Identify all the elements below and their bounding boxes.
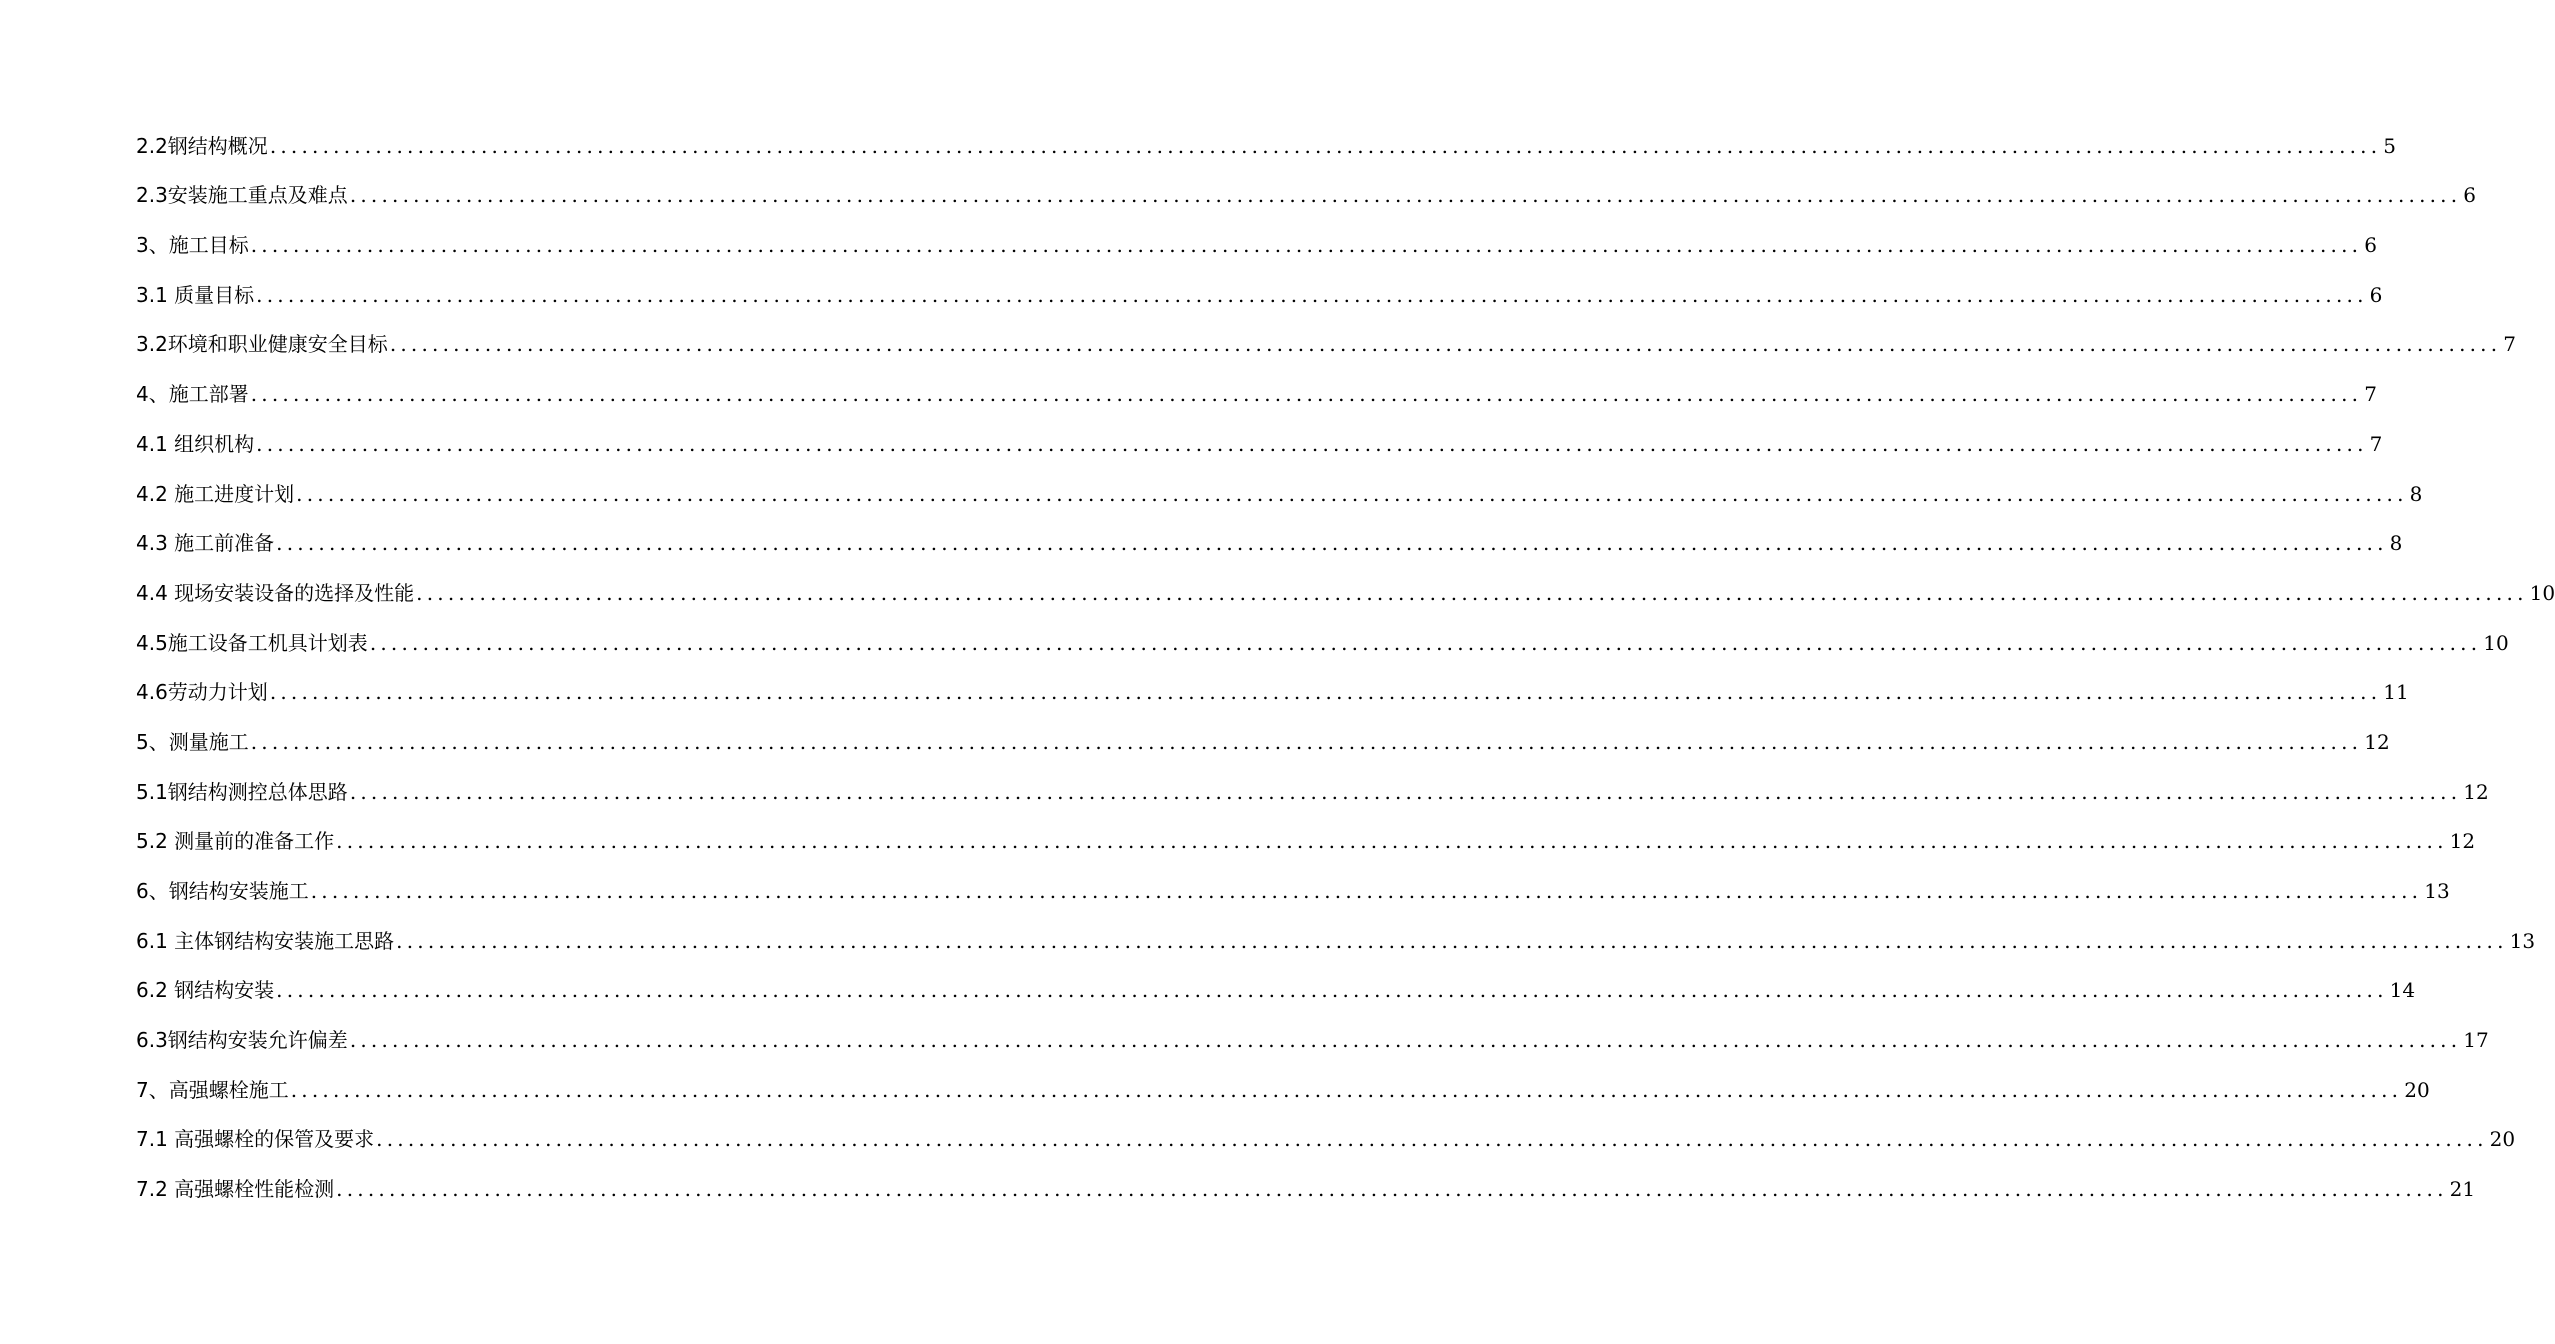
toc-leader-dots: ........................................................................................................................................................................................................ <box>250 382 2363 407</box>
toc-entry[interactable] <box>136 762 2489 812</box>
toc-entry-page: 12 <box>2449 829 2476 854</box>
toc-leader-dots: ........................................................................................................................................................................................................ <box>290 1077 2403 1102</box>
toc-leader-dots: ........................................................................................................................................................................................................ <box>396 928 2508 953</box>
toc-leader-dots: ........................................................................................................................................................................................................ <box>310 879 2423 903</box>
toc-entry-page: 8 <box>2389 531 2403 556</box>
toc-entry-title: 4.3 施工前准备 <box>136 531 275 556</box>
toc-leader-dots: ........................................................................................................................................................................................................ <box>256 431 2368 456</box>
toc-entry[interactable] <box>136 812 2476 862</box>
toc-entry[interactable] <box>136 1060 2430 1110</box>
toc-leader-dots: ........................................................................................................................................................................................................ <box>256 282 2368 307</box>
toc-entry-title: 7.1 高强螺栓的保管及要求 <box>136 1127 375 1152</box>
toc-entry-title: 4.6劳动力计划 <box>136 680 268 705</box>
toc-entry-title: 4、施工部署 <box>136 382 249 407</box>
toc-entry-page: 10 <box>2529 580 2555 605</box>
toc-leader-dots: ........................................................................................................................................................................................................ <box>250 233 2363 258</box>
toc-entry-title: 5、测量施工 <box>136 729 249 754</box>
toc-entry-page: 7 <box>2503 332 2517 357</box>
toc-entry-title: 4.4 现场安装设备的选择及性能 <box>136 580 415 605</box>
toc-entry[interactable] <box>136 215 2377 265</box>
toc-entry[interactable] <box>136 166 2477 216</box>
table-of-contents <box>136 116 2555 1209</box>
toc-entry[interactable] <box>136 712 2390 762</box>
toc-entry-title: 3、施工目标 <box>136 233 249 258</box>
toc-leader-dots: ........................................................................................................................................................................................................ <box>376 1127 2488 1152</box>
toc-entry[interactable] <box>136 1110 2516 1160</box>
toc-leader-dots: ........................................................................................................................................................................................................ <box>349 1028 2462 1053</box>
toc-entry-title: 5.1钢结构测控总体思路 <box>136 779 348 804</box>
toc-leader-dots: ........................................................................................................................................................................................................ <box>296 481 2408 506</box>
toc-entry[interactable] <box>136 514 2403 564</box>
toc-entry-title: 6.1 主体钢结构安装施工思路 <box>136 928 395 953</box>
toc-entry-page: 6 <box>2364 233 2377 258</box>
toc-entry-page: 21 <box>2449 1177 2476 1202</box>
toc-entry-page: 5 <box>2383 133 2397 158</box>
toc-entry-page: 6 <box>2369 282 2383 307</box>
toc-entry-title: 2.3安装施工重点及难点 <box>136 183 348 208</box>
toc-entry-page: 13 <box>2424 879 2450 903</box>
toc-leader-dots: ........................................................................................................................................................................................................ <box>389 332 2502 357</box>
toc-entry-page: 17 <box>2463 1028 2489 1053</box>
toc-entry[interactable] <box>136 1159 2476 1209</box>
toc-entry-page: 7 <box>2369 431 2383 456</box>
toc-entry[interactable] <box>136 563 2555 613</box>
toc-entry-page: 12 <box>2364 729 2390 754</box>
toc-leader-dots: ........................................................................................................................................................................................................ <box>349 779 2462 804</box>
toc-entry[interactable] <box>136 961 2416 1011</box>
toc-leader-dots: ........................................................................................................................................................................................................ <box>349 183 2462 208</box>
toc-entry-page: 12 <box>2463 779 2489 804</box>
toc-entry-page: 10 <box>2483 630 2509 655</box>
toc-entry-title: 5.2 测量前的准备工作 <box>136 829 335 854</box>
toc-entry-title: 3.2环境和职业健康安全目标 <box>136 332 388 357</box>
toc-entry[interactable] <box>136 315 2517 365</box>
toc-entry-title: 3.1 质量目标 <box>136 282 255 307</box>
toc-entry-page: 20 <box>2404 1077 2430 1102</box>
toc-entry-title: 7.2 高强螺栓性能检测 <box>136 1177 335 1202</box>
toc-entry-title: 4.1 组织机构 <box>136 431 255 456</box>
toc-leader-dots: ........................................................................................................................................................................................................ <box>369 630 2482 655</box>
toc-leader-dots: ........................................................................................................................................................................................................ <box>276 978 2388 1003</box>
toc-entry-title: 2.2钢结构概况 <box>136 133 268 158</box>
toc-entry[interactable] <box>136 364 2377 414</box>
toc-entry-page: 8 <box>2409 481 2423 506</box>
toc-leader-dots: ........................................................................................................................................................................................................ <box>276 531 2388 556</box>
toc-entry-title: 4.5施工设备工机具计划表 <box>136 630 368 655</box>
toc-entry[interactable] <box>136 911 2536 961</box>
toc-entry-page: 13 <box>2509 928 2536 953</box>
toc-entry[interactable] <box>136 613 2509 663</box>
toc-entry-page: 6 <box>2463 183 2477 208</box>
toc-entry[interactable] <box>136 464 2423 514</box>
toc-leader-dots: ........................................................................................................................................................................................................ <box>336 829 2448 854</box>
toc-entry-title: 6.3钢结构安装允许偏差 <box>136 1028 348 1053</box>
toc-entry-page: 14 <box>2389 978 2416 1003</box>
toc-entry[interactable] <box>136 116 2397 166</box>
toc-entry-title: 6、钢结构安装施工 <box>136 879 309 903</box>
toc-entry-title: 4.2 施工进度计划 <box>136 481 295 506</box>
toc-entry-page: 7 <box>2364 382 2377 407</box>
toc-entry[interactable] <box>136 414 2383 464</box>
toc-leader-dots: ........................................................................................................................................................................................................ <box>250 729 2363 754</box>
toc-entry-title: 7、高强螺栓施工 <box>136 1077 289 1102</box>
toc-leader-dots: ........................................................................................................................................................................................................ <box>416 580 2528 605</box>
toc-entry-page: 20 <box>2489 1127 2516 1152</box>
toc-entry[interactable] <box>136 265 2383 315</box>
toc-leader-dots: ........................................................................................................................................................................................................ <box>336 1177 2448 1202</box>
toc-entry[interactable] <box>136 663 2409 713</box>
toc-leader-dots: ........................................................................................................................................................................................................ <box>269 133 2382 158</box>
toc-entry-title: 6.2 钢结构安装 <box>136 978 275 1003</box>
toc-leader-dots: ........................................................................................................................................................................................................ <box>269 680 2382 705</box>
toc-entry[interactable] <box>136 1010 2489 1060</box>
toc-entry[interactable] <box>136 861 2450 911</box>
toc-entry-page: 11 <box>2383 680 2409 705</box>
